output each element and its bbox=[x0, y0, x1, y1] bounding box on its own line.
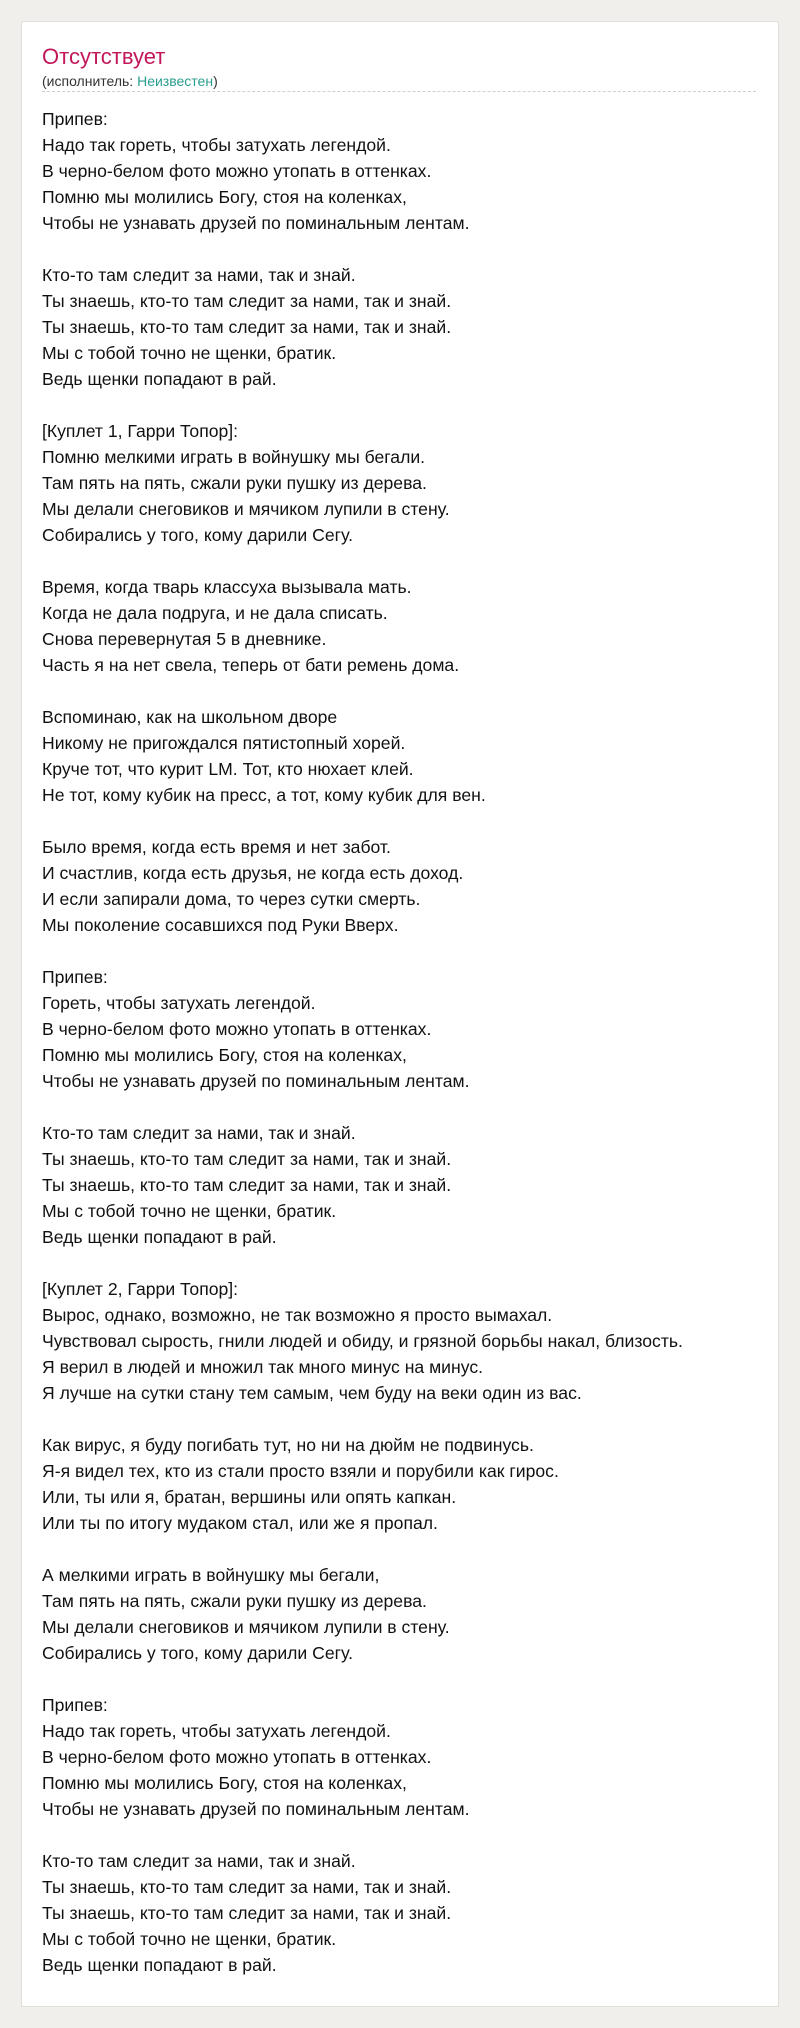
lyrics-line: А мелкими играть в войнушку мы бегали, bbox=[42, 1565, 380, 1585]
lyrics-line: Припев: bbox=[42, 109, 108, 129]
lyrics-stanza bbox=[42, 262, 782, 392]
lyrics-line: [Куплет 1, Гарри Топор]: bbox=[42, 421, 239, 441]
lyrics-line: Там пять на пять, сжали руки пушку из дерева. bbox=[42, 473, 427, 493]
lyrics-line: Ты знаешь, кто-то там следит за нами, так и знай. bbox=[42, 317, 452, 337]
lyrics-line: Чувствовал сырость, гнили людей и обиду, и грязной борьбы накал, близость. bbox=[42, 1331, 683, 1351]
lyrics-stanza bbox=[42, 1276, 782, 1406]
lyrics-line: Или, ты или я, братан, вершины или опять капкан. bbox=[42, 1487, 457, 1507]
lyrics-line: Кто-то там следит за нами, так и знай. bbox=[42, 1851, 356, 1871]
lyrics-line: В черно-белом фото можно утопать в оттенках. bbox=[42, 1747, 432, 1767]
lyrics-stanza bbox=[42, 834, 782, 938]
lyrics-line: Вспоминаю, как на школьном дворе bbox=[42, 707, 338, 727]
lyrics-line: Ты знаешь, кто-то там следит за нами, так и знай. bbox=[42, 1903, 452, 1923]
lyrics-line: Кто-то там следит за нами, так и знай. bbox=[42, 265, 356, 285]
lyrics-line: Мы делали снеговиков и мячиком лупили в стену. bbox=[42, 499, 450, 519]
lyrics-line: Никому не пригождался пятистопный хорей. bbox=[42, 733, 406, 753]
lyrics-line: Ведь щенки попадают в рай. bbox=[42, 1227, 277, 1247]
artist-suffix: ) bbox=[213, 73, 218, 89]
lyrics-line: Кто-то там следит за нами, так и знай. bbox=[42, 1123, 356, 1143]
song-title: Отсутствует bbox=[42, 44, 166, 69]
lyrics-line: Припев: bbox=[42, 1695, 108, 1715]
lyrics-line: Ведь щенки попадают в рай. bbox=[42, 1955, 277, 1975]
lyrics-line: Гореть, чтобы затухать легендой. bbox=[42, 993, 316, 1013]
lyrics-line: Ведь щенки попадают в рай. bbox=[42, 369, 277, 389]
lyrics-line: Помню мы молились Богу, стоя на коленках, bbox=[42, 187, 407, 207]
lyrics-line: Там пять на пять, сжали руки пушку из дерева. bbox=[42, 1591, 427, 1611]
lyrics-stanza bbox=[42, 1692, 782, 1822]
lyrics-line: Часть я на нет свела, теперь от бати ремень дома. bbox=[42, 655, 460, 675]
lyrics-stanza bbox=[42, 1120, 782, 1250]
lyrics-line: Мы делали снеговиков и мячиком лупили в стену. bbox=[42, 1617, 450, 1637]
lyrics-line: Как вирус, я буду погибать тут, но ни на дюйм не подвинусь. bbox=[42, 1435, 534, 1455]
lyrics-line: Чтобы не узнавать друзей по поминальным лентам. bbox=[42, 1799, 470, 1819]
lyrics-line: Собирались у того, кому дарили Сегу. bbox=[42, 1643, 353, 1663]
lyrics-stanza bbox=[42, 704, 782, 808]
lyrics-line: Мы с тобой точно не щенки, братик. bbox=[42, 343, 337, 363]
lyrics-line: Не тот, кому кубик на пресс, а тот, кому кубик для вен. bbox=[42, 785, 486, 805]
lyrics-line: Я лучше на сутки стану тем самым, чем буду на веки один из вас. bbox=[42, 1383, 582, 1403]
lyrics-page bbox=[21, 21, 779, 2007]
lyrics-line: Я-я видел тех, кто из стали просто взяли и порубили как гирос. bbox=[42, 1461, 559, 1481]
lyrics-line: Помню мы молились Богу, стоя на коленках, bbox=[42, 1045, 407, 1065]
lyrics-line: Помню мы молились Богу, стоя на коленках, bbox=[42, 1773, 407, 1793]
lyrics-line: И если запирали дома, то через сутки смерть. bbox=[42, 889, 421, 909]
lyrics-body bbox=[42, 106, 782, 2004]
artist-link[interactable]: Неизвестен bbox=[137, 73, 214, 89]
lyrics-line: Ты знаешь, кто-то там следит за нами, так и знай. bbox=[42, 1175, 452, 1195]
lyrics-line: Круче тот, что курит LM. Тот, кто нюхает клей. bbox=[42, 759, 414, 779]
lyrics-line: Было время, когда есть время и нет забот. bbox=[42, 837, 391, 857]
lyrics-line: Ты знаешь, кто-то там следит за нами, так и знай. bbox=[42, 1877, 452, 1897]
lyrics-stanza bbox=[42, 964, 782, 1094]
lyrics-line: Чтобы не узнавать друзей по поминальным лентам. bbox=[42, 213, 470, 233]
lyrics-line: Помню мелкими играть в войнушку мы бегали. bbox=[42, 447, 426, 467]
lyrics-line: В черно-белом фото можно утопать в оттенках. bbox=[42, 161, 432, 181]
lyrics-stanza bbox=[42, 418, 782, 548]
lyrics-line: [Куплет 2, Гарри Топор]: bbox=[42, 1279, 239, 1299]
artist-line bbox=[42, 72, 756, 92]
lyrics-line: Ты знаешь, кто-то там следит за нами, так и знай. bbox=[42, 1149, 452, 1169]
lyrics-line: Надо так гореть, чтобы затухать легендой. bbox=[42, 135, 391, 155]
lyrics-line: Снова перевернутая 5 в дневнике. bbox=[42, 629, 327, 649]
lyrics-stanza bbox=[42, 106, 782, 236]
lyrics-line: Припев: bbox=[42, 967, 108, 987]
lyrics-line: Я верил в людей и множил так много минус на минус. bbox=[42, 1357, 484, 1377]
lyrics-line: Когда не дала подруга, и не дала списать. bbox=[42, 603, 388, 623]
lyrics-line: Надо так гореть, чтобы затухать легендой. bbox=[42, 1721, 391, 1741]
lyrics-line: Чтобы не узнавать друзей по поминальным лентам. bbox=[42, 1071, 470, 1091]
lyrics-stanza bbox=[42, 1562, 782, 1666]
lyrics-line: И счастлив, когда есть друзья, не когда есть доход. bbox=[42, 863, 464, 883]
lyrics-line: В черно-белом фото можно утопать в оттенках. bbox=[42, 1019, 432, 1039]
lyrics-line: Собирались у того, кому дарили Сегу. bbox=[42, 525, 353, 545]
lyrics-stanza bbox=[42, 1432, 782, 1536]
lyrics-stanza bbox=[42, 1848, 782, 1978]
lyrics-line: Мы с тобой точно не щенки, братик. bbox=[42, 1929, 337, 1949]
lyrics-line: Мы с тобой точно не щенки, братик. bbox=[42, 1201, 337, 1221]
artist-prefix: (исполнитель: bbox=[42, 73, 138, 89]
lyrics-stanza bbox=[42, 574, 782, 678]
lyrics-line: Ты знаешь, кто-то там следит за нами, так и знай. bbox=[42, 291, 452, 311]
lyrics-line: Вырос, однако, возможно, не так возможно я просто вымахал. bbox=[42, 1305, 553, 1325]
lyrics-line: Время, когда тварь классуха вызывала мать. bbox=[42, 577, 412, 597]
lyrics-line: Мы поколение сосавшихся под Руки Вверх. bbox=[42, 915, 399, 935]
lyrics-line: Или ты по итогу мудаком стал, или же я пропал. bbox=[42, 1513, 438, 1533]
